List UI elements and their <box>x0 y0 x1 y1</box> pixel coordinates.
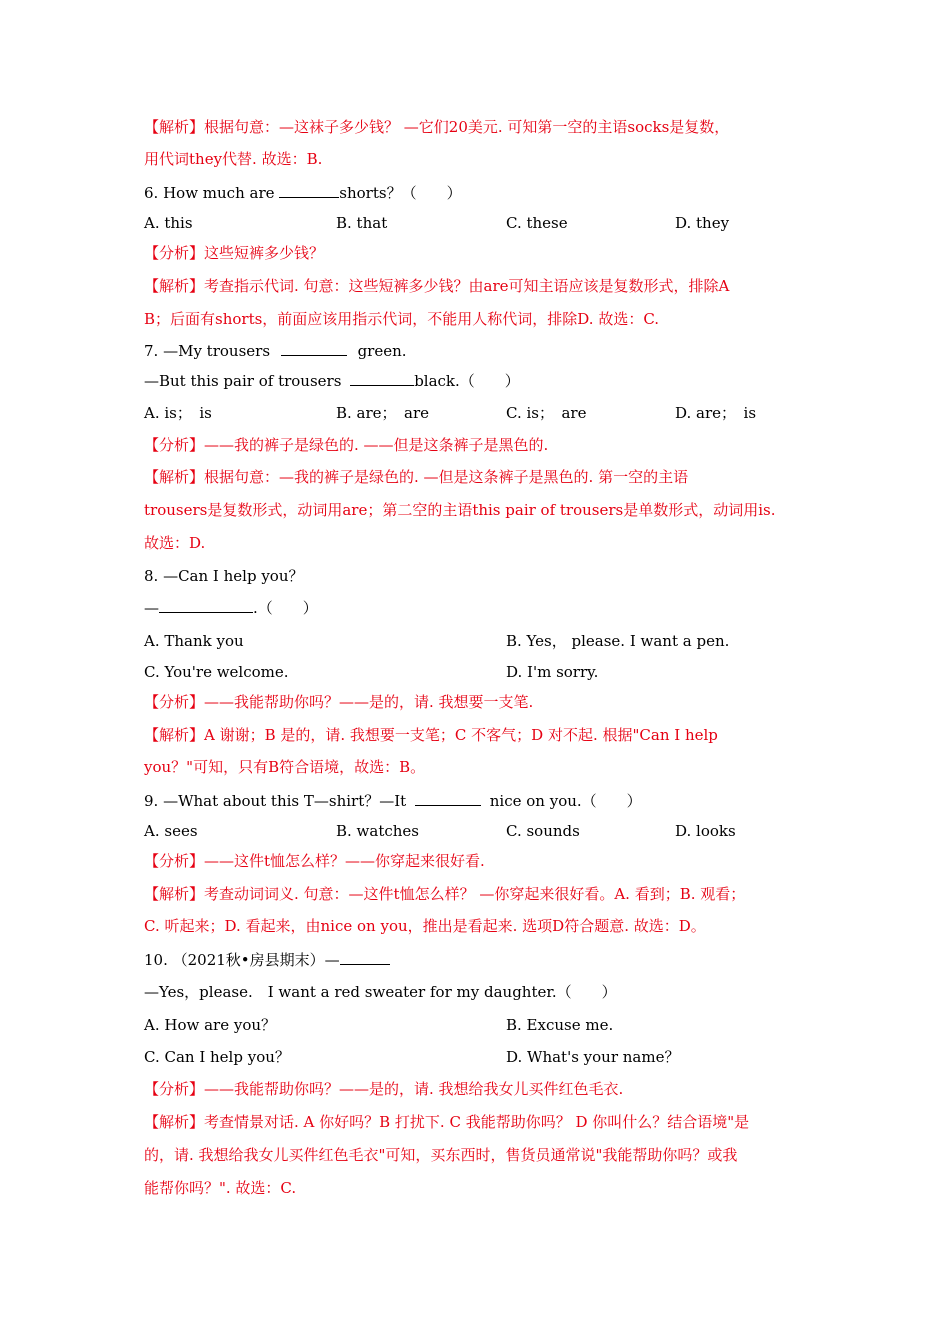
option-a: A. sees <box>144 822 198 840</box>
option-d: D. they <box>675 214 730 232</box>
option-a: A. is； is <box>144 404 212 422</box>
analysis-line: 【分析】——我能帮助你吗？——是的，请. 我想给我女儿买件红色毛衣. <box>144 1080 624 1098</box>
option-b: B. are； are <box>336 404 430 422</box>
explanation-line: 【解析】考查动词词义. 句意：—这件t恤怎么样？ —你穿起来很好看。A. 看到；B. 观看； <box>144 885 746 903</box>
question-10-line-1: 10. （2021秋•房县期末）— <box>144 949 812 970</box>
question-7-line-1: 7. —My trousers green. <box>144 342 407 360</box>
option-a: A. How are you？ <box>144 1016 277 1034</box>
analysis-line: 【分析】——这件t恤怎么样？——你穿起来很好看. <box>144 852 485 870</box>
analysis-line: 【分析】——我能帮助你吗？——是的，请. 我想要一支笔. <box>144 693 534 711</box>
answer-blank <box>279 182 339 198</box>
option-b: B. Yes， please. I want a pen. <box>506 632 730 650</box>
option-c: C. sounds <box>506 822 580 840</box>
question-8-line-1: 8. —Can I help you？ <box>144 567 304 585</box>
option-a: A. Thank you <box>144 632 244 650</box>
option-b: B. Excuse me. <box>506 1016 614 1034</box>
question-9: 9. —What about this T—shirt？—It nice on you.（ ） <box>144 792 642 810</box>
explanation-line: 【解析】根据句意：—我的裤子是绿色的. —但是这条裤子是黑色的. 第一空的主语 <box>144 468 689 486</box>
answer-blank <box>281 340 347 356</box>
explanation-line: 【解析】考查情景对话. A 你好吗？B 打扰下. C 我能帮助你吗？ D 你叫什么？结合语境"是 <box>144 1113 750 1131</box>
option-d: D. I'm sorry. <box>506 663 599 681</box>
question-6: 6. How much are shorts？（ ） <box>144 184 462 202</box>
question-7-line-2: —But this pair of trousers black.（ ） <box>144 372 520 390</box>
question-8-line-2: — .（ ） <box>144 599 318 617</box>
answer-blank <box>159 597 253 613</box>
option-b: B. that <box>336 214 388 232</box>
explanation-line: B；后面有shorts，前面应该用指示代词，不能用人称代词，排除D. 故选：C. <box>144 310 660 328</box>
answer-blank <box>350 370 414 386</box>
analysis-line: 【分析】——我的裤子是绿色的. ——但是这条裤子是黑色的. <box>144 436 549 454</box>
explanation-line: you？"可知，只有B符合语境，故选：B。 <box>144 758 426 776</box>
explanation-line: 用代词they代替. 故选：B. <box>144 150 323 168</box>
option-d: D. are； is <box>675 404 757 422</box>
explanation-line: 能帮你吗？". 故选：C. <box>144 1179 297 1197</box>
explanation-line: 【解析】考查指示代词. 句意：这些短裤多少钱？由are可知主语应该是复数形式，排除A <box>144 277 730 295</box>
explanation-line: C. 听起来；D. 看起来，由nice on you，推出是看起来. 选项D符合题意. 故选：D。 <box>144 917 706 935</box>
option-c: C. is； are <box>506 404 587 422</box>
answer-blank <box>340 949 390 965</box>
option-d: D. looks <box>675 822 736 840</box>
explanation-line: 【解析】A 谢谢；B 是的，请. 我想要一支笔；C 不客气；D 对不起. 根据"Can I help <box>144 726 718 744</box>
option-c: C. You're welcome. <box>144 663 289 681</box>
question-10-line-2: —Yes，please. I want a red sweater for my daughter.（ ） <box>144 983 617 1001</box>
option-c: C. these <box>506 214 568 232</box>
option-a: A. this <box>144 214 193 232</box>
answer-blank <box>415 790 481 806</box>
explanation-line: trousers是复数形式，动词用are；第二空的主语this pair of trousers是单数形式，动词用is. <box>144 501 776 519</box>
analysis-line: 【分析】这些短裤多少钱？ <box>144 244 325 262</box>
option-c: C. Can I help you？ <box>144 1048 290 1066</box>
option-b: B. watches <box>336 822 420 840</box>
explanation-line: 故选：D. <box>144 534 206 552</box>
option-d: D. What's your name？ <box>506 1048 680 1066</box>
explanation-line: 【解析】根据句意：—这袜子多少钱？ —它们20美元. 可知第一空的主语socks是复数， <box>144 118 730 136</box>
explanation-line: 的，请. 我想给我女儿买件红色毛衣"可知，买东西时，售货员通常说"我能帮助你吗？或我 <box>144 1146 738 1164</box>
